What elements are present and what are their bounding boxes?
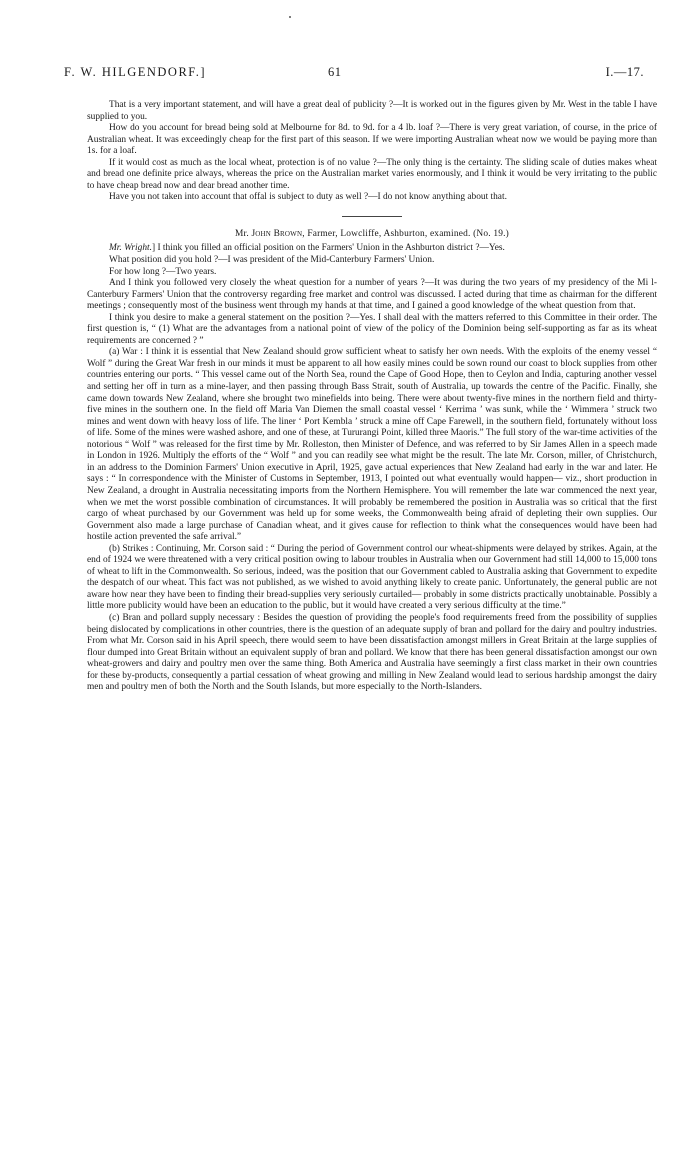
paragraph: For how long ?—Two years.	[109, 266, 217, 277]
witness-details: , Farmer, Lowcliffe, Ashburton, examined. (No. 19.)	[302, 228, 509, 239]
paragraph	[87, 243, 657, 255]
printer-mark	[289, 16, 291, 18]
paragraph: (b) Strikes : Continuing, Mr. Corson said : “ During the period of Government control our wheat-shipments were delayed by strikes. Again, at the end of 1924 we were threatened with a very critical position owing to labour troubles in Australia when our Government had still 14,000 to 15,000 tons of wheat to lift in the Commonwealth. So serious, indeed, was the position that our Government cabled to Australia asking that Government to expedite the despatch of our wheat. This fact was not published, as we wished to avoid anything likely to create panic. Unfortunately, the general public are not aware how near they have been to finding their bread-supplies very seriously curtailed— probably in some districts practically unobtainable. Possibly a little more publicity would have been an education to the public, but it would have created a very serious difficulty at the time.”	[87, 543, 657, 612]
paragraph: (c) Bran and pollard supply necessary : Besides the question of providing the people's food requirements freed from the possibility of supplies being dislocated by complications in other countries, there is the question of an adequate supply of bran and pollard for the dairy and poultry industries. From what Mr. Corson said in his April speech, there would seem to have been dissatisfaction amongst millers in Great Britain at the large supplies of flour dumped into Great Britain without an equivalent supply of bran and pollard. We know that there has been general dissatisfaction amongst our own wheat-growers and dairy and poultry men over the same thing. Both America and Australia have seemingly a first class market in their own countries for these by-products, consequently a partial cessation of wheat growing and milling in New Zealand would lead to serious hardship amongst the dairy men and poultry men of both the North and the South Islands, but more especially to the North-Islanders.	[87, 612, 657, 693]
paragraph: What position did you hold ?—I was president of the Mid-Canterbury Farmers' Union.	[109, 255, 435, 266]
paragraph: That is a very important statement, and will have a great deal of publicity ?—It is worked out in the figures given by Mr. West in the table I have supplied to you.	[87, 100, 657, 122]
witness-heading	[87, 229, 657, 241]
witness-prefix: Mr.	[235, 228, 252, 239]
paragraph: (a) War : I think it is essential that New Zealand should grow sufficient wheat to satisfy her own needs. With the exploits of the enemy vessel “ Wolf ” during the Great War fresh in our minds it must be apparent to all how easily mines could be sown round our coast to block supplies from other countries entering our ports. “ This vessel came out of the North Sea, round the Cape of Good Hope, then to Ceylon and India, capturing another vessel and setting her off in turn as a mine-layer, and then passing through Bass Strait, south of Australia, up towards the centre of the Pacific. Finally, she came down towards New Zealand, where she brought two minefields into being. There were about twenty-five mines in the northern field and thirty-five mines in the southern one. In the field off Maria Van Diemen the small coastal vessel ‘ Kerrima ’ was sunk, while the ‘ Wimmera ’ struck two mines and went down with heavy loss of life. The liner ‘ Port Kembla ’ struck a mine off Cape Farewell, in the southern field, fortunately without loss of life. Some of the mines were washed ashore, and one of these, at Tururangi Point, killed three Maoris.” The full story of the war-time activities of the notorious “ Wolf ” was released for the first time by Mr. Rolleston, then Minister of Defence, and was referred to by Sir James Allen in a speech made in London in 1926. Multiply the efforts of the “ Wolf ” and you can readily see what might be the result. The late Mr. Corson, miller, of Christchurch, in an address to the Dominion Farmers' Union executive in April, 1925, gave actual experiences that New Zealand had early in the war and later. He says : “ In correspondence with the Minister of Customs in September, 1913, I pointed out what eventually would happen— viz., short production in New Zealand, a drought in Australia necessitating imports from the Northern Hemisphere. You will remember the late war commenced the next year, when we met the worst possible combination of circumstances. It will probably be remembered the position in Australia was so critical that the first cargo of wheat purchased by our Government was held up for some weeks, the Commonwealth being afraid of depleting their own supplies. Our Government also made a large purchase of Canadian wheat, and it gives cause for reflection to think what the consequences would have been had hostile action prevented the safe arrival.”	[87, 347, 657, 543]
paragraph: I think you desire to make a general statement on the position ?—Yes. I shall deal with the matters referred to this Committee in their order. The first question is, “ (1) What are the advantages from a national point of view of the policy of the Dominion being self-supporting as far as its wheat requirements are concerned ? ”	[87, 312, 657, 346]
question-text: ] I think you filled an official position on the Farmers' Union in the Ashburton district ?—Yes.	[151, 243, 505, 254]
speaker-name: Mr. Wright.	[109, 243, 152, 254]
body-text	[87, 100, 657, 694]
paragraph: And I think you followed very closely the wheat question for a number of years ?—It was during the two years of my presidency of the Mi l-Canterbury Farmers' Union that the controversy regarding free market and control was discussed. I acted during that time as chairman for the different meetings ; consequently most of the business went through my hands at that time, and I gained a good knowledge of the wheat question from that.	[87, 278, 657, 312]
page-header	[64, 65, 644, 83]
paragraph: Have you not taken into account that offal is subject to duty as well ?—I do not know anything about that.	[109, 192, 507, 203]
section-divider	[342, 216, 402, 217]
paper-reference: I.—17.	[605, 65, 644, 79]
witness-name: John Brown	[251, 228, 303, 239]
paragraph: If it would cost as much as the local wheat, protection is of no value ?—The only thing is the certainty. The sliding scale of duties makes wheat and bread one definite price always, whereas the price on the Australian market varies enormously, and I think it would be very irritating to the public to have cheap bread now and dear bread another time.	[87, 157, 657, 191]
header-author: F. W. HILGENDORF.]	[64, 65, 207, 79]
page-number: 61	[328, 65, 342, 79]
paragraph: How do you account for bread being sold at Melbourne for 8d. to 9d. for a 4 lb. loaf ?—There is very great variation, of course, in the price of Australian wheat. It was exceedingly cheap for the first part of this season. If we were importing Australian wheat now we would be paying more than 1s. for a loaf.	[87, 123, 657, 157]
